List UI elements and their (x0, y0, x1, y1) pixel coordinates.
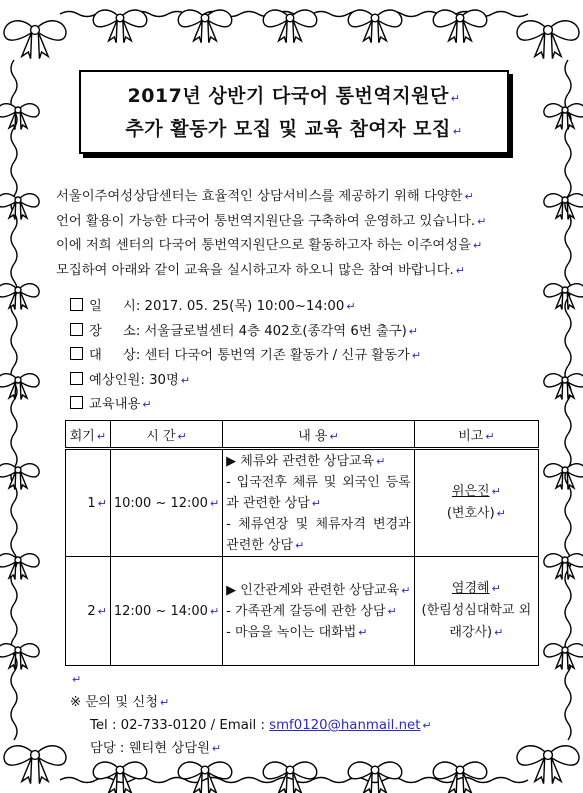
return-arrow-icon: ↵ (491, 582, 501, 595)
return-arrow-icon: ↵ (485, 429, 495, 443)
return-arrow-icon: ↵ (477, 214, 487, 228)
info-education: 교육내용 ↵ (70, 393, 421, 418)
header-note: 비고 ↵ (414, 421, 538, 449)
instructor-title: (한림성심대학교 외래강사) (421, 603, 532, 640)
return-arrow-icon: ↵ (408, 324, 419, 338)
info-date: 일 시: 2017. 05. 25(목) 10:00~14:00 ↵ (70, 295, 421, 320)
return-arrow-icon: ↵ (142, 398, 152, 411)
return-arrow-icon: ↵ (295, 538, 305, 552)
return-arrow-icon: ↵ (177, 429, 187, 443)
return-arrow-icon: ↵ (450, 92, 461, 105)
info-count: 예상인원: 30명 ↵ (70, 369, 421, 394)
intro-line: 언어 활용이 가능한 다국어 통번역지원단을 구축하여 운영하고 있습니다. ↵ (56, 213, 487, 229)
return-arrow-icon: ↵ (311, 496, 321, 510)
return-arrow-icon: ↵ (494, 626, 504, 639)
return-arrow-icon: ↵ (422, 719, 432, 732)
session-time: 12:00 ~ 14:00 ↵ (110, 557, 222, 666)
contact-line: Tel : 02-733-0120 / Email : smf0120@hanmail.net ↵ (90, 718, 432, 733)
intro-line: 서울이주여성상담센터는 효율적인 상담서비스를 제공하기 위해 다양한 ↵ (56, 189, 474, 204)
title-box (79, 70, 509, 154)
content-line: - 체류연장 및 체류자격 변경과 관련한 상담 ↵ (226, 516, 411, 553)
contact-section (70, 668, 432, 760)
session-content (223, 449, 415, 557)
return-arrow-icon: ↵ (387, 604, 397, 618)
session-note (414, 449, 538, 557)
return-arrow-icon: ↵ (180, 373, 191, 387)
return-arrow-icon: ↵ (376, 454, 386, 468)
table-row (66, 557, 539, 666)
intro-line: 모집하여 아래와 같이 교육을 실시하고자 하오니 많은 참여 바랍니다. ↵ (56, 262, 465, 278)
return-arrow-icon: ↵ (401, 583, 411, 597)
table-header-row (66, 421, 539, 449)
session-note (414, 557, 538, 666)
instructor-name: 위은진 (451, 484, 490, 499)
return-arrow-icon: ↵ (211, 742, 222, 755)
return-arrow-icon: ↵ (411, 349, 422, 362)
session-number: 2 ↵ (66, 557, 111, 666)
return-arrow-icon: ↵ (452, 125, 463, 138)
return-arrow-icon: ↵ (160, 696, 170, 709)
checkbox-icon (70, 347, 83, 360)
return-arrow-icon: ↵ (496, 507, 506, 520)
inquiry-heading: ※ 문의 및 신청 ↵ (70, 695, 170, 710)
schedule-table (65, 420, 539, 666)
title-line-2: 추가 활동가 모집 및 교육 참여자 모집 ↵ (125, 118, 463, 140)
session-number: 1 ↵ (66, 449, 111, 557)
return-arrow-icon: ↵ (472, 239, 483, 252)
checkbox-icon (70, 396, 83, 409)
session-content (223, 557, 415, 666)
return-arrow-icon: ↵ (329, 429, 339, 443)
checkbox-icon (70, 372, 83, 385)
return-arrow-icon: ↵ (97, 496, 107, 510)
info-target: 대 상: 센터 다국어 통번역 기존 활동가 / 신규 활동가 ↵ (70, 344, 421, 369)
intro-line: 이에 저희 센터의 다국어 통번역지원단으로 활동하고자 하는 이주여성을 ↵ (56, 238, 483, 253)
return-arrow-icon: ↵ (358, 625, 368, 639)
blank-line (70, 668, 432, 691)
content-line: ▶ 체류와 관련한 상담교육 ↵ (226, 453, 386, 469)
return-arrow-icon: ↵ (72, 673, 82, 686)
return-arrow-icon: ↵ (455, 263, 465, 277)
event-info (70, 295, 421, 418)
intro-paragraph (56, 185, 536, 283)
manager-line: 담당 : 웬티현 상담원 ↵ (90, 741, 222, 756)
return-arrow-icon: ↵ (97, 604, 107, 618)
return-arrow-icon: ↵ (96, 429, 107, 443)
instructor-name: 염경혜 (451, 581, 490, 596)
checkbox-icon (70, 298, 83, 311)
return-arrow-icon: ↵ (209, 496, 220, 510)
content-line: - 입국전후 체류 및 외국인 등록과 관련한 상담 ↵ (226, 474, 411, 511)
checkbox-icon (70, 323, 83, 336)
content-line: - 마음을 녹이는 대화법 ↵ (226, 624, 368, 640)
header-session: 회기 ↵ (66, 421, 111, 449)
instructor-title: (변호사) (446, 506, 495, 521)
header-time: 시 간 ↵ (110, 421, 222, 449)
content-line: - 가족관계 갈등에 관한 상담 ↵ (226, 603, 397, 619)
session-time: 10:00 ~ 12:00 ↵ (110, 449, 222, 557)
title-line-1: 2017년 상반기 다국어 통번역지원단 ↵ (127, 85, 461, 107)
return-arrow-icon: ↵ (346, 300, 356, 313)
table-row (66, 449, 539, 557)
return-arrow-icon: ↵ (209, 604, 220, 618)
info-place: 장 소: 서울글로벌센터 4층 402호(종각역 6번 출구) ↵ (70, 320, 421, 345)
email-link[interactable]: smf0120@hanmail.net (269, 718, 421, 733)
header-content: 내 용 ↵ (223, 421, 415, 449)
content-line: ▶ 인간관계와 관련한 상담교육 ↵ (226, 582, 411, 598)
return-arrow-icon: ↵ (491, 485, 501, 498)
return-arrow-icon: ↵ (464, 190, 474, 203)
